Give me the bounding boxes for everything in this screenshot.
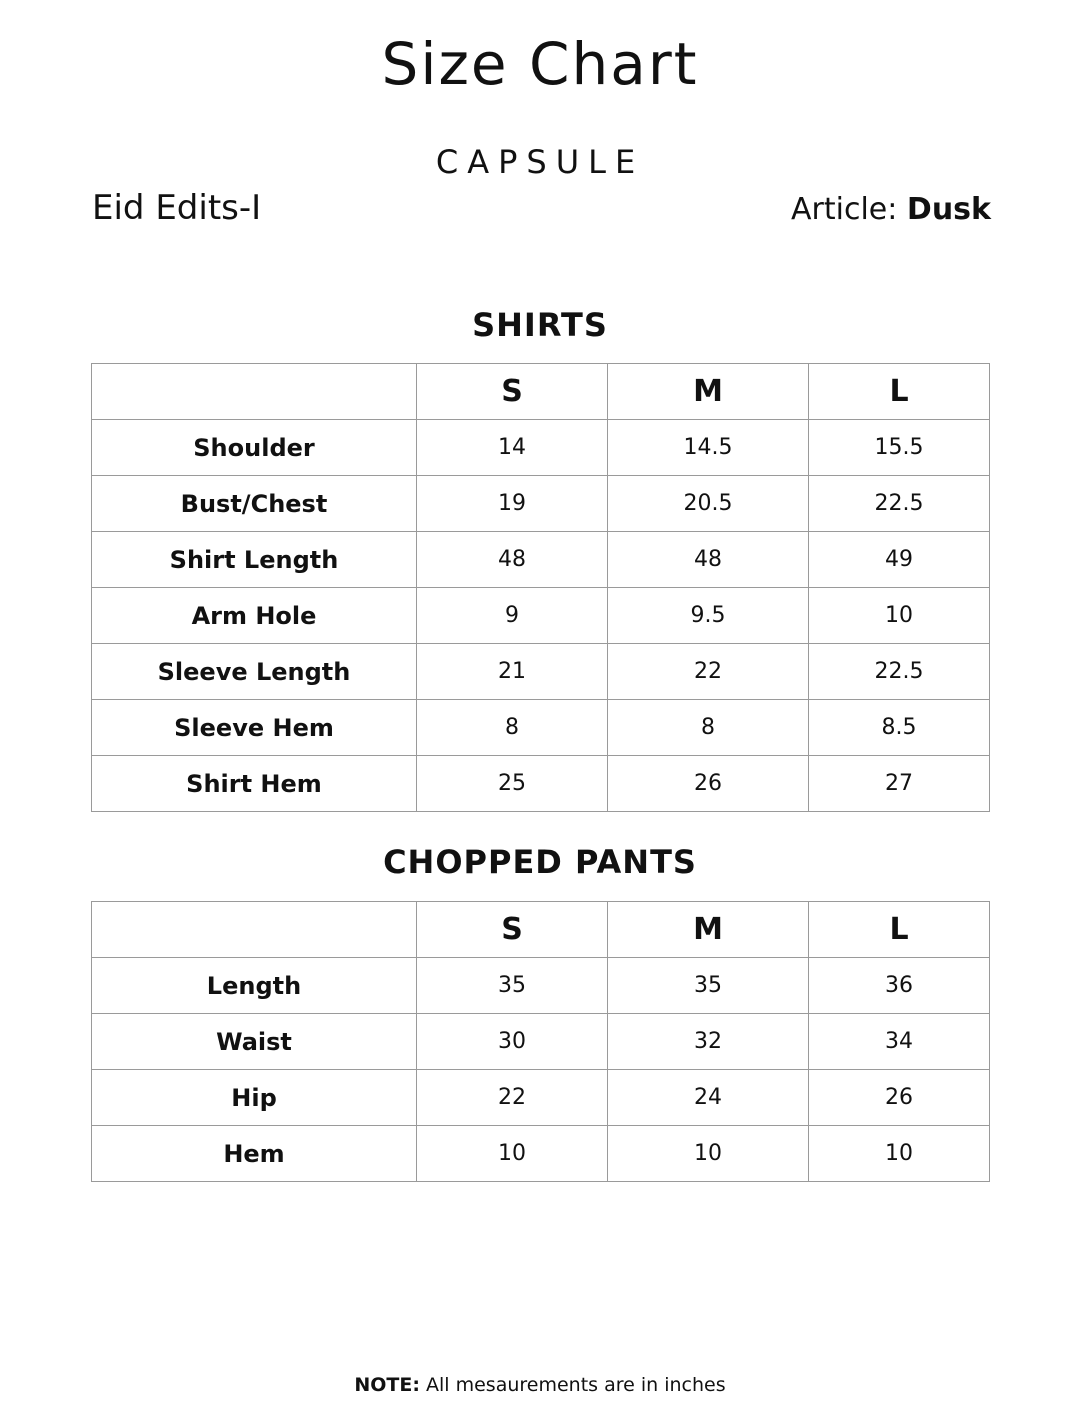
article-value: Dusk: [906, 192, 991, 227]
shirts-size-table: [91, 363, 990, 812]
measurement-value: 25: [417, 756, 608, 812]
brand-name: CAPSULE: [435, 143, 645, 181]
measurement-label: Shirt Length: [92, 532, 417, 588]
header-blank-cell: [92, 364, 417, 420]
size-header: L: [809, 902, 990, 958]
measurement-note: [0, 1374, 1080, 1396]
measurement-value: 8: [417, 700, 608, 756]
measurement-value: 35: [608, 958, 809, 1014]
measurement-value: 10: [608, 1126, 809, 1182]
pants-size-table: [91, 901, 990, 1182]
measurement-value: 14: [417, 420, 608, 476]
measurement-value: 22: [417, 1070, 608, 1126]
measurement-value: 22.5: [809, 476, 990, 532]
measurement-value: 20.5: [608, 476, 809, 532]
measurement-label: Hip: [92, 1070, 417, 1126]
header-blank-cell: [92, 902, 417, 958]
measurement-value: 32: [608, 1014, 809, 1070]
collection-name: Eid Edits-I: [92, 188, 262, 228]
table-row: [92, 420, 990, 476]
table-row: [92, 476, 990, 532]
note-label: NOTE:: [354, 1374, 420, 1396]
measurement-value: 49: [809, 532, 990, 588]
measurement-label: Shoulder: [92, 420, 417, 476]
measurement-value: 14.5: [608, 420, 809, 476]
table-row: [92, 1126, 990, 1182]
table-header-row: [92, 364, 990, 420]
article-label: Article:: [791, 192, 898, 227]
measurement-label: Length: [92, 958, 417, 1014]
measurement-label: Arm Hole: [92, 588, 417, 644]
measurement-value: 21: [417, 644, 608, 700]
measurement-label: Hem: [92, 1126, 417, 1182]
size-header: S: [417, 902, 608, 958]
measurement-value: 22.5: [809, 644, 990, 700]
table-row: [92, 644, 990, 700]
table-row: [92, 588, 990, 644]
measurement-value: 35: [417, 958, 608, 1014]
measurement-value: 9.5: [608, 588, 809, 644]
measurement-value: 36: [809, 958, 990, 1014]
article-info: [791, 192, 991, 227]
measurement-value: 22: [608, 644, 809, 700]
measurement-value: 10: [809, 588, 990, 644]
measurement-value: 48: [417, 532, 608, 588]
measurement-value: 10: [417, 1126, 608, 1182]
measurement-value: 8.5: [809, 700, 990, 756]
measurement-value: 8: [608, 700, 809, 756]
shirts-section-title: SHIRTS: [472, 306, 608, 344]
table-header-row: [92, 902, 990, 958]
table-row: [92, 532, 990, 588]
table-row: [92, 1014, 990, 1070]
measurement-value: 26: [809, 1070, 990, 1126]
measurement-value: 27: [809, 756, 990, 812]
table-row: [92, 1070, 990, 1126]
measurement-label: Sleeve Length: [92, 644, 417, 700]
note-text: All mesaurements are in inches: [426, 1374, 726, 1396]
measurement-value: 19: [417, 476, 608, 532]
measurement-value: 30: [417, 1014, 608, 1070]
size-header: M: [608, 364, 809, 420]
measurement-value: 26: [608, 756, 809, 812]
measurement-label: Shirt Hem: [92, 756, 417, 812]
measurement-value: 24: [608, 1070, 809, 1126]
table-row: [92, 756, 990, 812]
table-row: [92, 958, 990, 1014]
size-header: S: [417, 364, 608, 420]
page-title: Size Chart: [381, 30, 699, 98]
measurement-value: 48: [608, 532, 809, 588]
measurement-value: 15.5: [809, 420, 990, 476]
measurement-value: 34: [809, 1014, 990, 1070]
size-header: L: [809, 364, 990, 420]
measurement-value: 9: [417, 588, 608, 644]
measurement-label: Waist: [92, 1014, 417, 1070]
table-row: [92, 700, 990, 756]
pants-section-title: CHOPPED PANTS: [383, 843, 697, 881]
size-header: M: [608, 902, 809, 958]
measurement-label: Bust/Chest: [92, 476, 417, 532]
measurement-value: 10: [809, 1126, 990, 1182]
measurement-label: Sleeve Hem: [92, 700, 417, 756]
